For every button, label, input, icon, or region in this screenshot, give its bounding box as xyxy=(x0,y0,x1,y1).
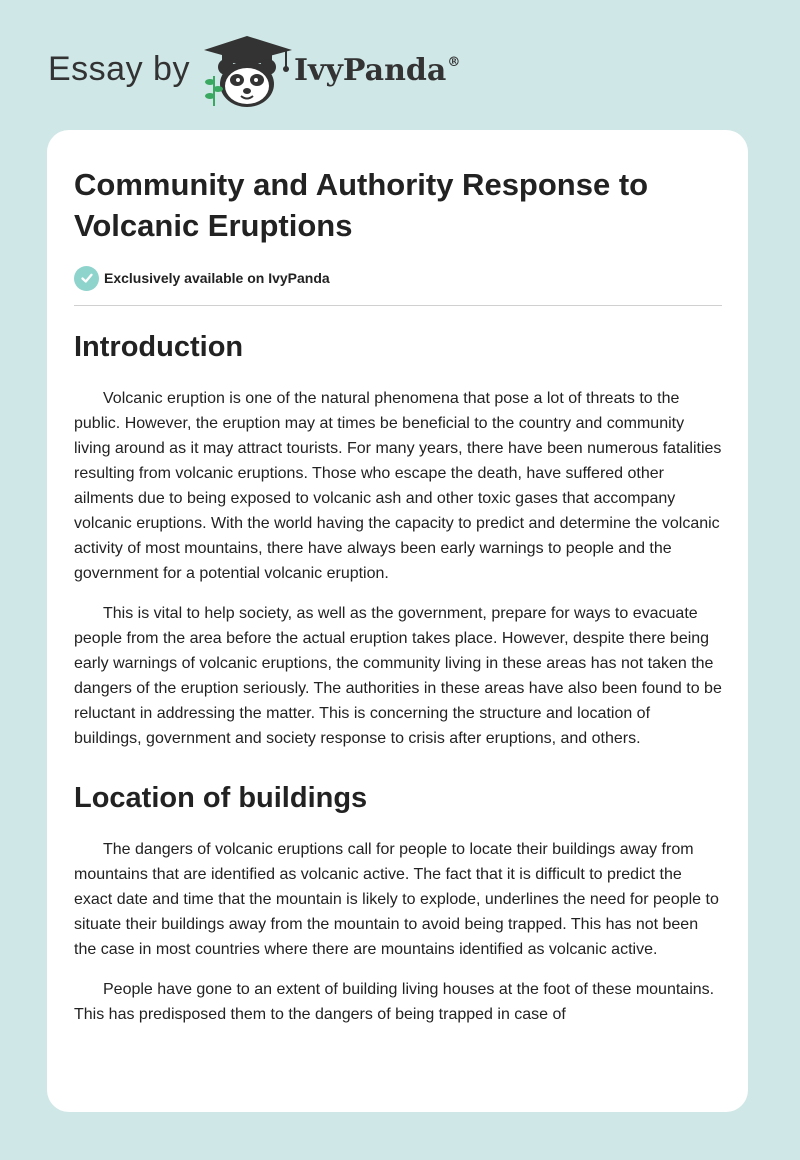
registered-mark: ® xyxy=(447,55,461,70)
paragraph: People have gone to an extent of building living houses at the foot of these mountains. This has predisposed them to the dangers of being trapped in case of xyxy=(74,981,715,1023)
paragraph: This is vital to help society, as well as the government, prepare for ways to evacuate people from the area before the actual eruption takes place. However, despite there being early warnings of volcanic eruptions, the community living in these areas has not taken the dangers of the eruption seriously. The authorities in these areas have also been found to be reluctant in addressing the matter. This is concerning the structure and location of buildings, government and society response to crisis after eruptions, and others. xyxy=(74,605,722,747)
exclusive-badge xyxy=(74,264,722,292)
paragraph: The dangers of volcanic eruptions call for people to locate their buildings away from mountains that are identified as volcanic active. The fact that it is difficult to predict the exact date and time that the mountain is likely to explode, underlines the need for people to situate their buildings away from the mountain to avoid being trapped. This has not been the case in most countries where there are mountains identified as volcanic active. xyxy=(74,841,719,958)
exclusive-badge-text: Exclusively available on IvyPanda xyxy=(104,270,330,286)
divider xyxy=(74,305,722,306)
check-icon xyxy=(74,266,99,291)
essay-card xyxy=(47,130,748,1112)
paragraph: Volcanic eruption is one of the natural phenomena that pose a lot of threats to the public. However, the eruption may at times be beneficial to the country and community living around as it may attract tourists. For many years, there have been numerous fatalities resulting from volcanic eruptions. Those who escape the death, have suffered other ailments due to being exposed to volcanic ash and other toxic gases that accompany volcanic eruptions. With the world having the capacity to predict and determine the volcanic activity of most mountains, there have always been early warnings to people and the government for a potential volcanic eruption. xyxy=(74,390,722,582)
brand-prefix: Essay by xyxy=(48,50,190,88)
site-header xyxy=(0,0,800,130)
brand-name-text: IvyPanda xyxy=(294,53,447,88)
section-heading-location-of-buildings: Location of buildings xyxy=(74,782,368,814)
panda-graduate-icon[interactable] xyxy=(200,34,295,110)
essay-title: Community and Authority Response to Volcanic Eruptions xyxy=(74,167,649,243)
brand-name[interactable] xyxy=(294,53,460,88)
section-heading-introduction: Introduction xyxy=(74,331,244,363)
